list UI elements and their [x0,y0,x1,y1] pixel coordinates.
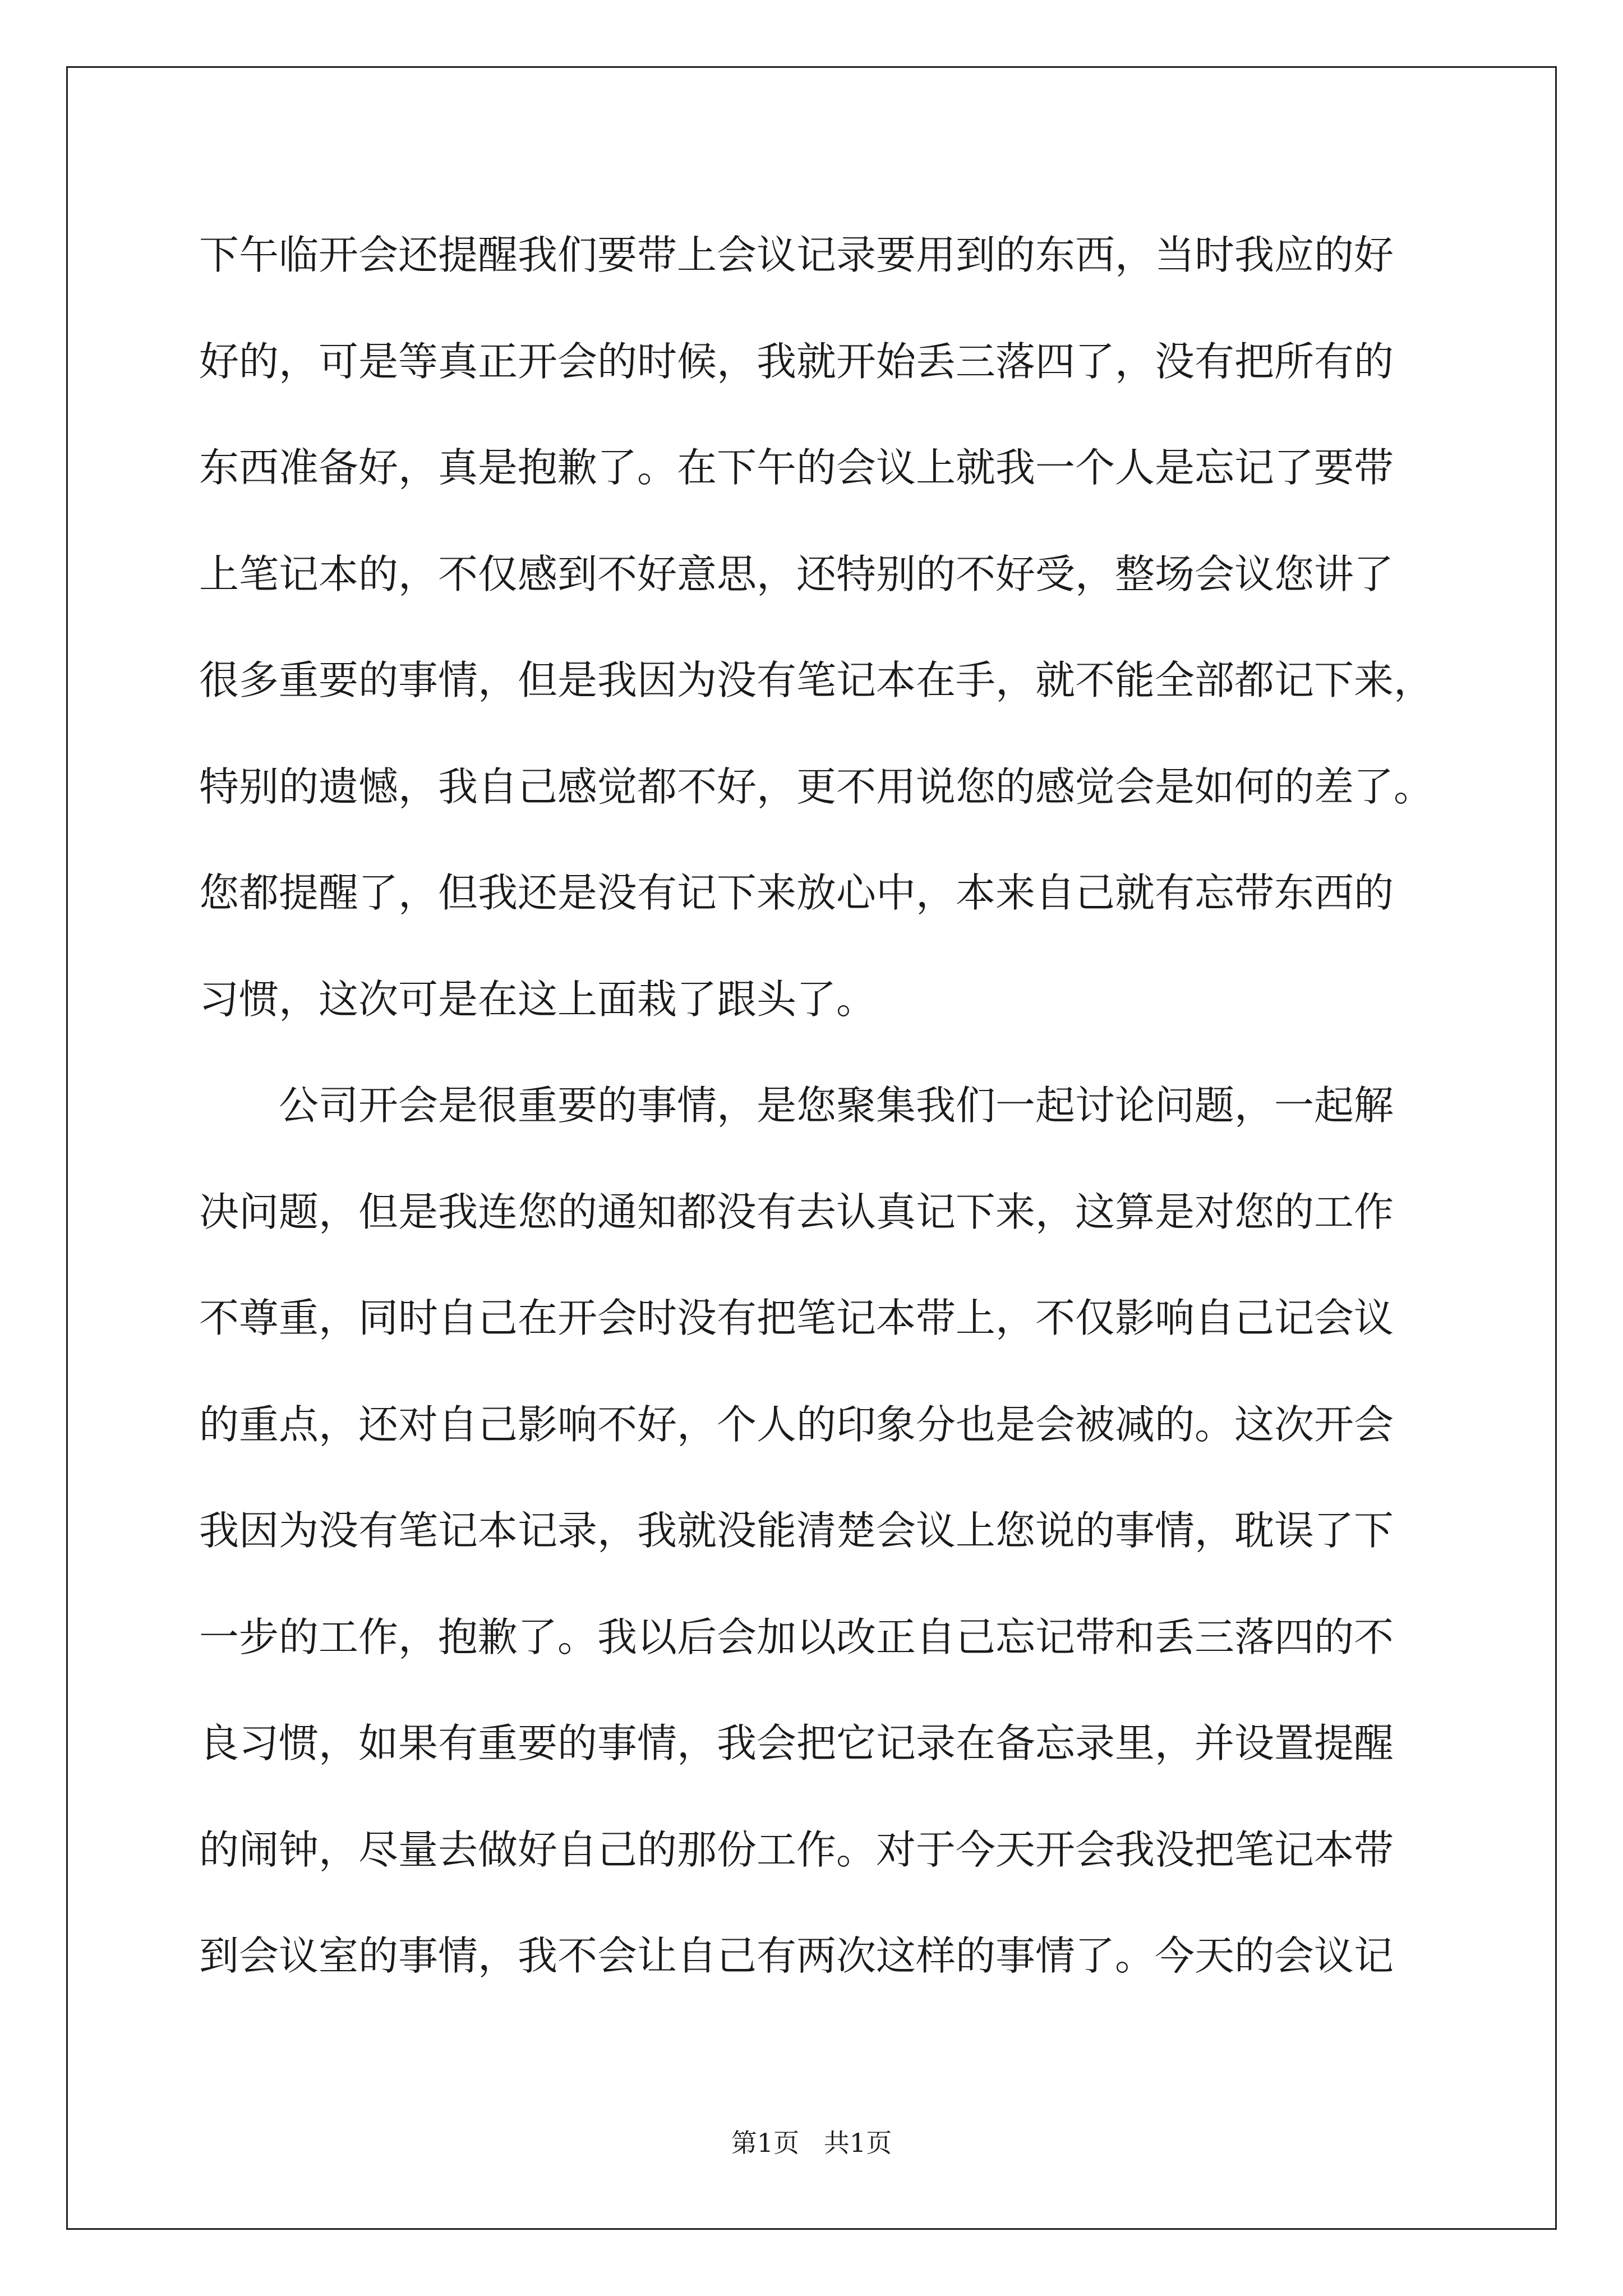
text-line: 好的，可是等真正开会的时候，我就开始丢三落四了，没有把所有的 [199,338,1394,385]
document-body [199,202,1455,2009]
text-line: 一步的工作，抱歉了。我以后会加以改正自己忘记带和丢三落四的不 [199,1613,1394,1660]
text-line: 良习惯，如果有重要的事情，我会把它记录在备忘录里，并设置提醒 [199,1720,1394,1766]
text-line: 公司开会是很重要的事情，是您聚集我们一起讨论问题，一起解 [279,1082,1394,1129]
paragraph-1 [199,202,1455,1052]
text-line: 不尊重，同时自己在开会时没有把笔记本带上，不仅影响自己记会议 [199,1295,1394,1341]
paragraph-2 [199,1052,1455,2009]
text-line: 下午临开会还提醒我们要带上会议记录要用到的东西，当时我应的好 [199,232,1394,278]
text-line: 的重点，还对自己影响不好，个人的印象分也是会被减的。这次开会 [199,1401,1394,1448]
page-footer: 第1页 共1页 [731,2128,892,2158]
text-line: 到会议室的事情，我不会让自己有两次这样的事情了。今天的会议记 [199,1932,1394,1979]
text-line: 我因为没有笔记本记录，我就没能清楚会议上您说的事情，耽误了下 [199,1507,1394,1554]
text-line: 很多重要的事情，但是我因为没有笔记本在手，就不能全部都记下来， [199,657,1434,703]
text-line: 东西准备好，真是抱歉了。在下午的会议上就我一个人是忘记了要带 [199,444,1394,491]
text-line: 决问题，但是我连您的通知都没有去认真记下来，这算是对您的工作 [199,1188,1394,1235]
text-line: 的闹钟，尽量去做好自己的那份工作。对于今天开会我没把笔记本带 [199,1826,1394,1873]
text-line: 您都提醒了，但我还是没有记下来放心中，本来自己就有忘带东西的 [199,869,1394,916]
text-line: 特别的遗憾，我自己感觉都不好，更不用说您的感觉会是如何的差了。 [199,763,1434,810]
text-line: 上笔记本的，不仅感到不好意思，还特别的不好受，整场会议您讲了 [199,550,1394,597]
text-line: 习惯，这次可是在这上面栽了跟头了。 [199,976,877,1023]
